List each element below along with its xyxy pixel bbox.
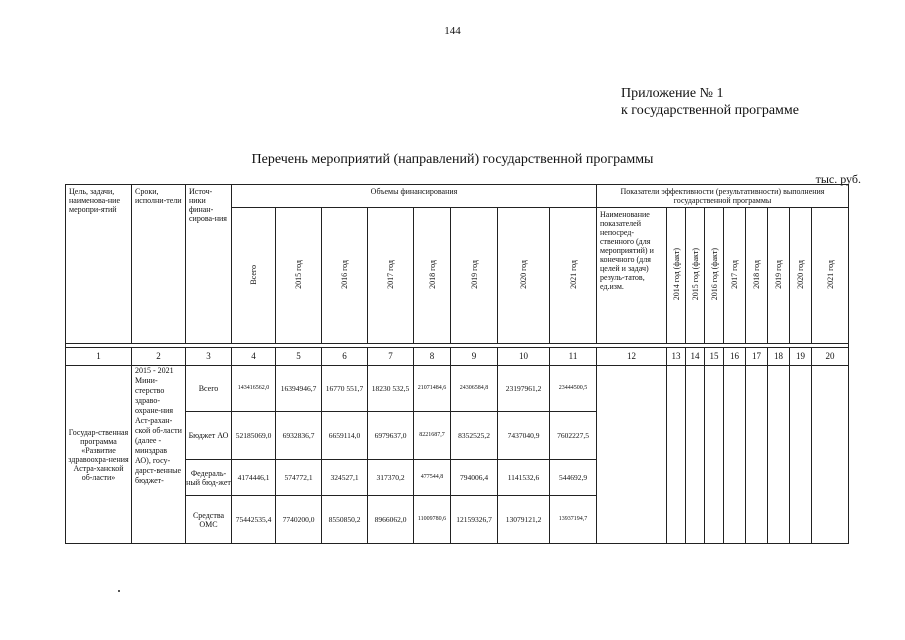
column-number: 18 bbox=[768, 348, 790, 366]
program-goal-cell: Государ-ственная программа «Развитие здравоохра-нения Астра-ханской об-ласти» bbox=[66, 366, 132, 544]
indicator-cell bbox=[768, 366, 790, 544]
funding-col-2019: 2019 год bbox=[451, 208, 498, 344]
column-number: 2 bbox=[132, 348, 186, 366]
value-cell: 24306584,8 bbox=[451, 366, 498, 412]
timing-executors-cell: 2015 - 2021 Мини-стерство здраво-охране-ния Аст-рахан-ской об-ласти (далее - минздрав АО), госу-дарст-венные бюджет- bbox=[132, 366, 186, 544]
column-number: 11 bbox=[550, 348, 597, 366]
value-cell: 8966062,0 bbox=[368, 496, 414, 544]
funding-col-2021: 2021 год bbox=[550, 208, 597, 344]
column-number: 14 bbox=[686, 348, 705, 366]
value-cell: 8352525,2 bbox=[451, 412, 498, 460]
value-cell: 477544,8 bbox=[414, 460, 451, 496]
indicator-col-2014: 2014 год (факт) bbox=[667, 208, 686, 344]
column-number: 9 bbox=[451, 348, 498, 366]
units-label: тыс. руб. bbox=[815, 172, 861, 186]
value-cell: 8221687,7 bbox=[414, 412, 451, 460]
value-cell: 324527,1 bbox=[322, 460, 368, 496]
column-number: 15 bbox=[705, 348, 724, 366]
funding-col-2016: 2016 год bbox=[322, 208, 368, 344]
column-number: 4 bbox=[232, 348, 276, 366]
value-cell: 794006,4 bbox=[451, 460, 498, 496]
value-cell: 23444500,5 bbox=[550, 366, 597, 412]
value-cell: 21071484,6 bbox=[414, 366, 451, 412]
source-label: Федераль-ный бюд-жет bbox=[186, 460, 232, 496]
column-number: 20 bbox=[812, 348, 849, 366]
indicator-col-2018: 2018 год bbox=[746, 208, 768, 344]
appendix-line-2: к государственной программе bbox=[621, 103, 799, 118]
column-number: 10 bbox=[498, 348, 550, 366]
indicator-col-2020: 2020 год bbox=[790, 208, 812, 344]
value-cell: 4174446,1 bbox=[232, 460, 276, 496]
indicator-cell bbox=[667, 366, 686, 544]
indicator-col-2016: 2016 год (факт) bbox=[705, 208, 724, 344]
indicator-col-2015: 2015 год (факт) bbox=[686, 208, 705, 344]
column-number: 5 bbox=[276, 348, 322, 366]
value-cell: 18230 532,5 bbox=[368, 366, 414, 412]
column-number: 3 bbox=[186, 348, 232, 366]
document-title: Перечень мероприятий (направлений) государственной программы bbox=[251, 152, 654, 167]
indicator-col-2017: 2017 год bbox=[724, 208, 746, 344]
column-number-row bbox=[66, 348, 849, 366]
value-cell: 544692,9 bbox=[550, 460, 597, 496]
column-number: 8 bbox=[414, 348, 451, 366]
value-cell: 75442535,4 bbox=[232, 496, 276, 544]
value-cell: 143416562,0 bbox=[232, 366, 276, 412]
value-cell: 574772,1 bbox=[276, 460, 322, 496]
funding-col-2015: 2015 год bbox=[276, 208, 322, 344]
indicator-name-cell bbox=[597, 366, 667, 544]
indicator-cell bbox=[790, 366, 812, 544]
value-cell: 8550850,2 bbox=[322, 496, 368, 544]
header-funding: Объемы финансирования bbox=[232, 185, 597, 208]
header-goal: Цель, задачи, наименова-ние меропри-ятий bbox=[66, 185, 132, 344]
value-cell: 7740200,0 bbox=[276, 496, 322, 544]
value-cell: 6979637,0 bbox=[368, 412, 414, 460]
value-cell: 12159326,7 bbox=[451, 496, 498, 544]
value-cell: 13079121,2 bbox=[498, 496, 550, 544]
source-label: Бюджет АО bbox=[186, 412, 232, 460]
appendix-line-1: Приложение № 1 bbox=[621, 86, 724, 101]
source-label: Всего bbox=[186, 366, 232, 412]
indicator-col-2021: 2021 год bbox=[812, 208, 849, 344]
header-indicators: Показатели эффективности (результативности) выполнения государственной программы bbox=[597, 185, 849, 208]
funding-col-total: Всего bbox=[232, 208, 276, 344]
source-label: Средства ОМС bbox=[186, 496, 232, 544]
funding-col-2020: 2020 год bbox=[498, 208, 550, 344]
page-number: 144 bbox=[444, 25, 461, 37]
scan-speck bbox=[118, 590, 120, 592]
indicator-cell bbox=[686, 366, 705, 544]
column-number: 19 bbox=[790, 348, 812, 366]
value-cell: 16394946,7 bbox=[276, 366, 322, 412]
header-timing: Сроки, исполни-тели bbox=[132, 185, 186, 344]
value-cell: 1141532,6 bbox=[498, 460, 550, 496]
column-number: 7 bbox=[368, 348, 414, 366]
column-number: 16 bbox=[724, 348, 746, 366]
value-cell: 11009780,6 bbox=[414, 496, 451, 544]
column-number: 13 bbox=[667, 348, 686, 366]
value-cell: 7437040,9 bbox=[498, 412, 550, 460]
indicator-cell bbox=[705, 366, 724, 544]
value-cell: 13937194,7 bbox=[550, 496, 597, 544]
funding-col-2018: 2018 год bbox=[414, 208, 451, 344]
value-cell: 6659114,0 bbox=[322, 412, 368, 460]
value-cell: 7602227,5 bbox=[550, 412, 597, 460]
table-row bbox=[66, 366, 849, 412]
indicator-cell bbox=[746, 366, 768, 544]
value-cell: 23197961,2 bbox=[498, 366, 550, 412]
indicator-col-2019: 2019 год bbox=[768, 208, 790, 344]
indicator-cell bbox=[812, 366, 849, 544]
header-source: Источ-ники финан-сирова-ния bbox=[186, 185, 232, 344]
program-table bbox=[65, 184, 849, 544]
column-number: 1 bbox=[66, 348, 132, 366]
indicator-cell bbox=[724, 366, 746, 544]
appendix-header bbox=[621, 85, 799, 119]
value-cell: 6932836,7 bbox=[276, 412, 322, 460]
value-cell: 52185069,0 bbox=[232, 412, 276, 460]
value-cell: 317370,2 bbox=[368, 460, 414, 496]
column-number: 17 bbox=[746, 348, 768, 366]
column-number: 6 bbox=[322, 348, 368, 366]
value-cell: 16770 551,7 bbox=[322, 366, 368, 412]
column-number: 12 bbox=[597, 348, 667, 366]
funding-col-2017: 2017 год bbox=[368, 208, 414, 344]
header-indicator-name: Наименование показателей непосред-ственного (для мероприятий) и конечного (для целей и задач) резуль-татов, ед.изм. bbox=[597, 208, 667, 344]
